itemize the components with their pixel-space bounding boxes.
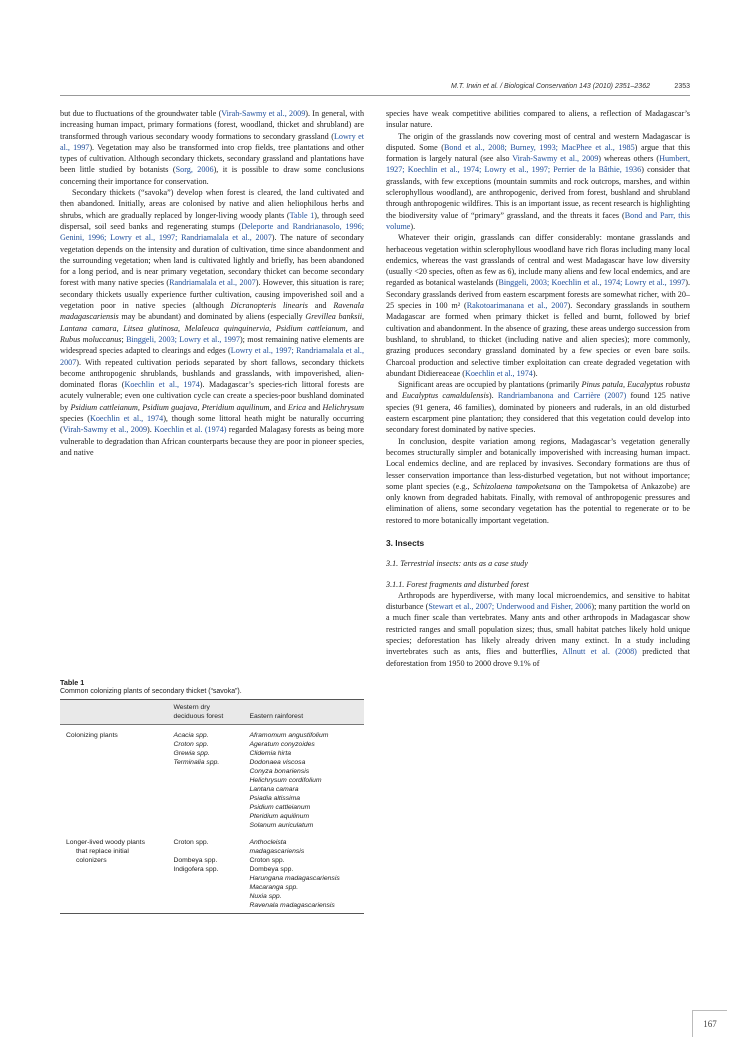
citation-link[interactable]: Humbert, 1927; Koechlin et al., 1974; Lowry et al., 1997; Perrier de la Bâthie, 1936 [386,154,690,175]
table-caption: Common colonizing plants of secondary thicket (“savoka”). [60,688,242,695]
cell: Dombeya spp. [173,857,218,864]
text: and [307,301,334,311]
table-row [60,803,364,812]
cell: Grewia spp. [173,750,210,757]
cell: Lantana camara [249,786,299,793]
paragraph: species have weak competitive abilities compared to aliens, a reflection of Madagascar’s insular nature. [386,109,690,130]
text: ). Secondary grasslands in southern Madagascar are formed when primary thicket is felled and burnt, followed by brief cultivation and abandonment. In the absence of grazing, these areas undergo succession from bushland, to shrubland, to thicket (including native and alien species); more commonly, grazing produces secondary grassland dominated by a few species or even bare soils. Charcoal production and selective timber exploitation can create degraded vegetation with abundant Didiereaceae ( [386,301,690,378]
cell: Psidium cattleianum [249,804,311,811]
cell: Dodonaea viscosa [249,759,306,766]
cell: Acacia spp. [173,732,209,739]
cell: Helichrysum cordifolium [249,777,322,784]
citation-link[interactable]: Koechlin et al. (1974) [154,425,227,435]
citation-link[interactable]: Randriambanona and Carrière (2007) [497,391,627,401]
table-1 [60,678,364,914]
table-row [60,749,364,758]
table-row [60,740,364,749]
citation-link[interactable]: Binggeli, 2003; Lowry et al., 1997 [126,334,240,344]
cell: Croton spp. [173,839,209,846]
cell [60,740,169,749]
section-heading: 3. Insects [386,537,425,548]
header-cell: Western dry deciduous forest [169,700,245,725]
cell: Ageratum conyzoides [249,741,315,748]
text: ) whereas others ( [598,154,660,164]
text: ). With repeated cultivation periods separated by short fallows, secondary thickets become anthropogenic shrublands, bushlands and grasslands, with impoverished, alien-dominated floras ( [60,357,364,390]
journal-citation: M.T. Irwin et al. / Biological Conservation 143 (2010) 2351–2362 [451,83,650,90]
cell: madagascariensis [249,848,305,855]
cell: Solanum auriculatum [249,822,314,829]
citation-link[interactable]: Koechlin et al., 1974 [124,380,200,390]
table-title: Table 1 [60,678,85,687]
species-name: Erica [288,402,307,412]
text: ) argue that this formation is largely natural (see also [386,142,691,164]
citation-link[interactable]: Koechlin et al., 1974 [464,368,533,378]
cell: Croton spp. [249,857,285,864]
text: ), through seed dispersal, soil seed banks and regenerating stumps ( [60,210,364,231]
text: ). In general, with increasing human impact, primary formations (forest, woodland, thicket and shrubland) are transformed through various secondary woody formations to secondary grassland ( [60,109,365,141]
table-row [60,838,364,847]
table-row [60,856,364,865]
species-name: Helichrysum [322,402,365,412]
citation-link[interactable]: Randriamalala et al., 2007 [169,278,256,288]
cell: Ravenala madagascariensis [245,901,364,914]
species-name: Eucalyptus camaldulensis [402,391,489,401]
text: but due to fluctuations of the groundwater table ( [60,109,222,118]
table-link[interactable]: Table 1 [289,210,315,220]
text: ). [488,391,498,401]
species-name: Rubus moluccanus [60,334,122,344]
text: ); many partition the world on a much finer scale than vertebrates. Many ants and other arthropods in Madagascar show restricted ranges and small population sizes; thus, small habitat patches likely hold unique species; deforestation has likely already driven many extinct. In a study including invertebrates such as ants, flies and butterflies, [386,602,690,657]
citation-link[interactable]: Virah-Sawmy et al., 2009 [221,109,306,118]
text: and [386,391,402,401]
text: ; [121,334,127,344]
citation-link[interactable]: Rakotoarimanana et al., 2007 [466,301,568,311]
species-name: Psidium cattleianum, Psidium guajava, Pteridium aquilinum, [70,402,272,412]
paragraph [386,590,690,669]
cell: Indigofera spp. [173,866,219,873]
text: Whatever their origin, grasslands can differ considerably: montane grasslands and herbaceous vegetation within sclerophyllous woodland have rich floras including many local endemics, whereas the vast grasslands of central and west Madagascar have low diversity (usually <20 species, often as few as 6), include many aliens and few local endemics, and are regarded as botanical wastelands ( [386,233,690,288]
species-name: Pinus patula, Eucalyptus robusta [581,380,690,390]
table-row [60,767,364,776]
cell: Clidemia hirta [249,750,291,757]
text: and [347,323,364,333]
text: Arthropods are hyperdiverse, with many local microendemics, and sensitive to habitat disturbance ( [386,590,690,612]
table-row [60,883,364,892]
text: regarded Malagasy forests as being more vulnerable to degradation than African counterparts because they are poor in pioneer species, and native [60,425,364,457]
text: and [306,402,323,412]
header-rule [60,95,690,96]
species-name: Dicranopteris linearis [230,301,308,311]
table-header-row [60,700,364,725]
row-label: that replace initial [76,848,129,855]
text: may be abundant) and dominated by aliens (especially [118,312,306,322]
citation-link[interactable]: Lowry et al., 1997; Randriamalala et al., 2007 [60,346,364,367]
text: and [271,402,288,412]
text: found 125 native species (91 genera, 46 families), dominated by pioneers and ruderals, in an old disturbed eastern escarpment pine plantation; they considered that this vegetation could develop into secondary forest dominated by native species. [386,391,690,435]
cell [169,847,245,856]
journal-page-number: 2353 [674,83,690,90]
paragraph [386,436,690,526]
citation-link[interactable]: Sorg, 2006 [175,165,214,175]
table-row [60,725,364,741]
left-column [60,108,364,458]
citation-link[interactable]: Lowry et al., 1997 [60,131,365,152]
row-label: colonizers [76,857,107,864]
text: ). [147,425,155,435]
cell: Macaranga spp. [249,884,299,891]
table-row [60,847,364,856]
citation-link[interactable]: Virah-Sawmy et al., 2009 [62,425,148,435]
cell: Anthocleista [249,839,287,846]
subsection-heading: 3.1. Terrestrial insects: ants as a case study [386,559,528,569]
table-row [60,785,364,794]
text: ). However, this situation is rare; secondary thickets usually experience further cultivation, causing impoverished soil and a vegetation poor in native species (although [60,278,364,311]
table-row [60,821,364,838]
text: species ( [60,414,90,424]
cell: Harungana madagascariensis [249,875,340,882]
paragraph [60,108,364,187]
paragraph [386,379,690,435]
citation-link[interactable]: Stewart et al., 2007; Underwood and Fisher, 2006 [428,602,592,612]
table-row [60,776,364,785]
table-row [60,758,364,767]
table-grid [60,699,364,914]
text: on the Tampoketsa of Ankazobe) are only known from degraded habitats. Finally, with removal of anthropogenic pressures and elimination of aliens, some secondary vegetation has the potential to regenerate or to be restored to more botanically important vegetation. [386,481,690,525]
text: ); most remaining native elements are widespread species adapted to clearings and edges ( [60,334,364,356]
header-cell [60,700,169,725]
citation-link[interactable]: Bond et al., 2008; Burney, 1993; MacPhee et al., 1985 [444,142,635,152]
citation-link[interactable]: Virah-Sawmy et al., 2009 [512,154,599,164]
text: ). [532,368,538,378]
row-label: Longer-lived woody plants [66,839,145,846]
text: In conclusion, despite variation among regions, Madagascar’s vegetation generally becomes structurally simpler and botanically impoverished with increasing human impact. Local endemics decline, and are replaced by invasives. Secondary formations are thus of lesser conservation importance than less-disturbed vegetation, but not without importance; some plant species (e.g., [386,436,690,491]
cell [60,758,169,767]
citation-link[interactable]: Binggeli, 2003; Koechlin et al., 1974; Lowry et al., 1997 [498,278,686,288]
text: The origin of the grasslands now covering most of central and western Madagascar is disputed. Some ( [386,131,690,152]
cell: Pteridium aquilinum [249,813,310,820]
citation-link[interactable]: Koechlin et al., 1974 [89,414,164,424]
paragraph [60,187,364,458]
table-row [60,794,364,803]
text: ). Madagascar’s species-rich littoral forests are acutely vulnerable; even one cultivation cycle can create a species-poor bushland dominated by [60,380,364,412]
species-name: Grevillea banksii, Lantana camara, Litsea glutinosa, Melaleuca quinquinervia, Psidium cattleianum, [60,312,364,333]
citation-link[interactable]: Allnutt et al. (2008) [562,647,637,657]
table-row [60,892,364,901]
cell [60,749,169,758]
cell: Nuxia spp. [249,893,282,900]
subsubsection-heading: 3.1.1. Forest fragments and disturbed forest [386,579,529,589]
text: ). Secondary grasslands derived from eastern escarpment forests are somewhat richer, with 20–25 species in 100 m² ( [386,278,690,311]
table-row [60,812,364,821]
paragraph [386,232,690,379]
paragraph [386,131,690,233]
text: predicted that deforestation from 1950 to 2000 drove 9.1% of [386,647,690,668]
table-row [60,865,364,874]
cell: Croton spp. [173,741,209,748]
cell: Psiadia altissima [249,795,301,802]
cell: Terminalia spp. [173,759,220,766]
scan-page-number: 167 [692,1010,727,1037]
text: ). The nature of secondary vegetation depends on the intensity and duration of cultivation, time since abandonment and the surrounding vegetation; when land is cultivated lightly and briefly, has been abandoned for a long period, and is near primary vegetation, secondary thicket can become secondary forest with many native species ( [60,233,364,288]
row-label: Colonizing plants [66,732,118,739]
cell: Dombeya spp. [249,866,294,873]
text: ), it is possible to draw some conclusions concerning their importance for conservation. [60,165,365,186]
citation-link[interactable]: Bond and Parr, this volume [386,210,690,231]
text: Secondary thickets (“savoka”) develop when forest is cleared, the land cultivated and then abandoned. Initially, areas are colonised by native and alien heliophilous herbs and shrubs, which are gradually replaced by longer-living woody plants ( [60,188,364,220]
cell: Conyza bonariensis [249,768,310,775]
cell: Aframomum angustifolium [249,732,329,739]
text: ) consider that grasslands, with few exceptions (mountain summits and rock outcrops, marshes, and within sclerophyllous woodland), are anthropogenic, derived from forest, bushland and shrubland through anthropogenic wildfires. This is an important issue, as recent research is highlighting the biodiversity value of “primary” grassland, and the threats it faces ( [386,165,690,220]
species-name: Schizolaena tampoketsana [472,481,561,491]
header-cell: Eastern rainforest [245,700,364,725]
text: Significant areas are occupied by plantations (primarily [398,380,582,390]
species-name: Ravenala madagascariensis [60,301,364,322]
table-row [60,874,364,883]
text: ). Vegetation may also be transformed into crop fields, tree plantations and other types of cultivation. Although secondary thickets, secondary grassland and plantations have been little studied by botanists ( [60,142,364,175]
text: ), though some littoral heath might be naturally occurring ( [60,414,364,435]
text: ). [410,221,416,231]
right-column [386,108,690,669]
citation-link[interactable]: Deleporte and Randrianasolo, 1996; Genini, 1996; Lowry et al., 1997; Randriamalala et al., 2007 [60,221,364,243]
table-row [60,901,364,914]
